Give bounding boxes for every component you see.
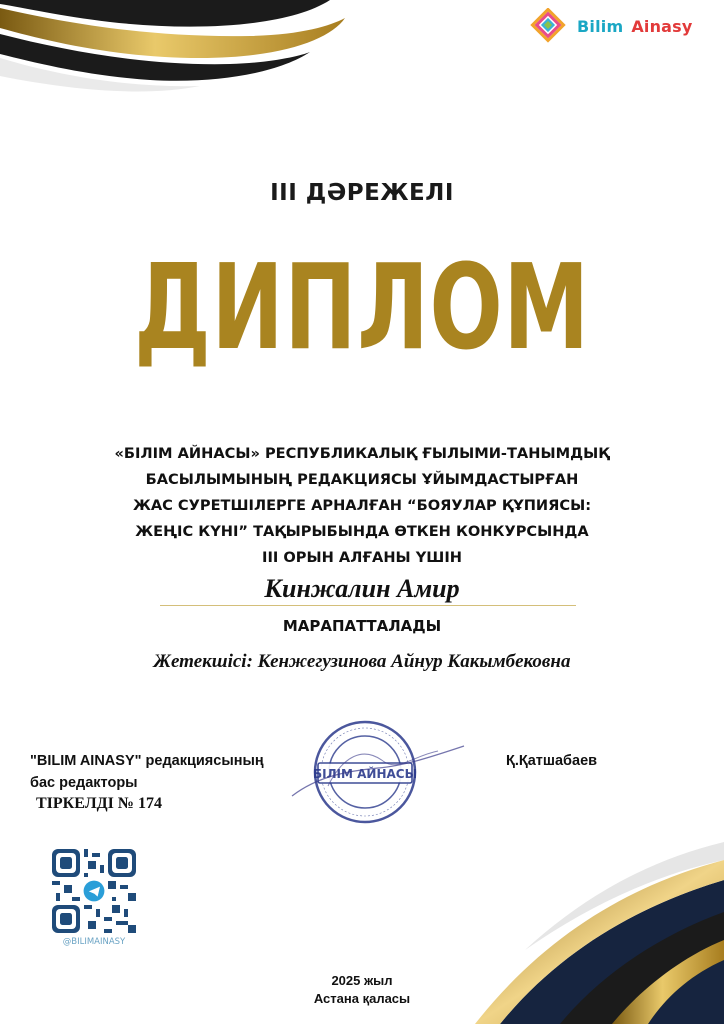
diploma-degree: III ДӘРЕЖЕЛІ xyxy=(270,180,454,206)
recipient-name: Кинжалин Амир xyxy=(264,574,460,603)
qr-code-icon[interactable] xyxy=(52,849,136,933)
award-reason-line: ЖЕҢІС КҮНІ” ТАҚЫРЫБЫНДА ӨТКЕН КОНКУРСЫНДА xyxy=(135,523,589,540)
editor-title-line2: бас редакторы xyxy=(30,775,138,791)
recipient-underline xyxy=(160,605,576,606)
seal-center-text: БІЛІМ АЙНАСЫ xyxy=(312,767,418,781)
issue-year: 2025 жыл xyxy=(331,973,393,988)
bilim-ainasy-logo xyxy=(527,8,693,44)
award-reason-line: БАСЫЛЫМЫНЫҢ РЕДАКЦИЯСЫ ҰЙЫМДАСТЫРҒАН xyxy=(145,471,579,488)
issue-city: Астана қаласы xyxy=(313,991,411,1006)
award-reason xyxy=(60,441,664,571)
editor-title-line1: "BILIM AINASY" редакциясының xyxy=(30,753,264,769)
logo-wordmark xyxy=(577,17,693,36)
award-reason-line: «БІЛІМ АЙНАСЫ» РЕСПУБЛИКАЛЫҚ ҒЫЛЫМИ-ТАНЫМДЫҚ xyxy=(114,445,610,462)
award-reason-line: III ОРЫН АЛҒАНЫ ҮШІН xyxy=(262,549,462,566)
diploma-title: ДИПЛОМ xyxy=(134,238,590,376)
supervisor-name: Жетекшісі: Кенжегузинова Айнур Какымбековна xyxy=(153,651,571,672)
social-handle: @BILIMAINASY xyxy=(62,937,126,947)
registration-number: ТІРКЕЛДІ № 174 xyxy=(36,795,162,812)
logo-word-bilim: Bilim xyxy=(577,16,624,36)
editor-name: Қ.Қатшабаев xyxy=(506,753,598,769)
awarded-text: МАРАПАТТАЛАДЫ xyxy=(282,617,442,635)
bilim-ainasy-logo-icon xyxy=(527,8,571,44)
logo-word-ainasy: Ainasy xyxy=(631,16,693,36)
official-seal-icon xyxy=(288,716,468,826)
award-reason-line: ЖАС СУРЕТШІЛЕРГЕ АРНАЛҒАН “БОЯУЛАР ҚҰПИЯСЫ: xyxy=(132,497,592,514)
